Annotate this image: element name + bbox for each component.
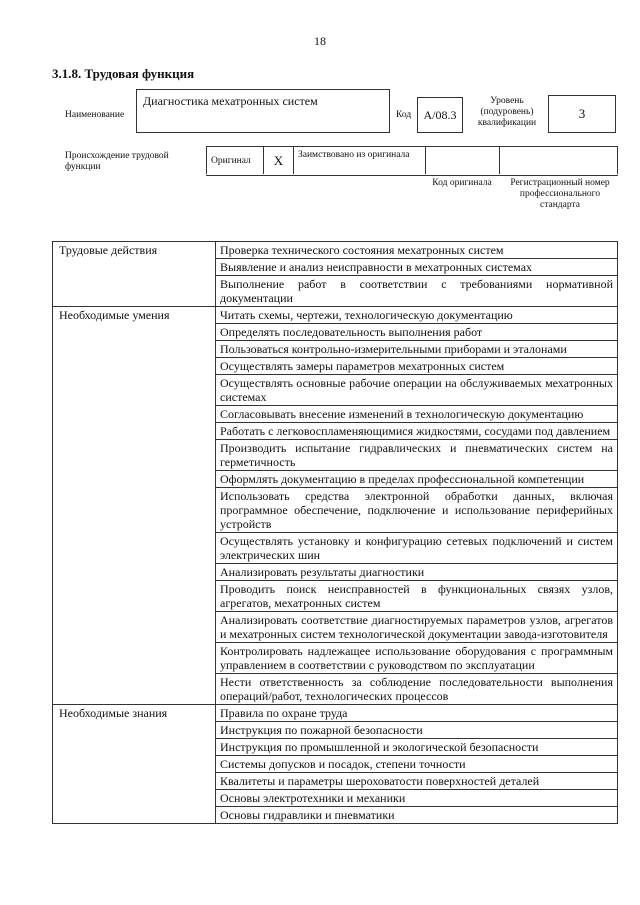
level-value: 3 xyxy=(548,95,616,133)
table-cell: Анализировать соответствие диагностируемых параметров узлов, агрегатов и мехатронных систем технологической документации завода-изготовителя xyxy=(216,612,618,643)
table-cell: Оформлять документацию в пределах профессиональной компетенции xyxy=(216,471,618,488)
table-row xyxy=(53,705,618,722)
table-cell: Производить испытание гидравлических и пневматических систем на герметичность xyxy=(216,440,618,471)
table-cell: Основы электротехники и механики xyxy=(216,790,618,807)
code-label: Код xyxy=(396,110,412,120)
table-cell: Проверка технического состояния мехатронных систем xyxy=(216,242,618,259)
borrowed-label: Заимствовано из оригинала xyxy=(294,147,426,174)
table-cell: Квалитеты и параметры шероховатости поверхностей деталей xyxy=(216,773,618,790)
reg-number-cell xyxy=(500,147,618,174)
table-cell: Работать с легковоспламеняющимися жидкостями, сосудами под давлением xyxy=(216,423,618,440)
table-cell: Инструкция по промышленной и экологической безопасности xyxy=(216,739,618,756)
table-cell: Проводить поиск неисправностей в функциональных связях узлов, агрегатов, мехатронных систем xyxy=(216,581,618,612)
origin-table xyxy=(206,146,618,176)
section-title: 3.1.8. Трудовая функция xyxy=(52,66,195,81)
table-cell: Согласовывать внесение изменений в технологическую документацию xyxy=(216,406,618,423)
section-header: Необходимые умения xyxy=(53,307,216,705)
code-value: A/08.3 xyxy=(417,97,463,133)
original-mark: X xyxy=(264,147,294,174)
original-code-cell xyxy=(426,147,500,174)
table-cell: Анализировать результаты диагностики xyxy=(216,564,618,581)
table-cell: Определять последовательность выполнения работ xyxy=(216,324,618,341)
section-header: Трудовые действия xyxy=(53,242,216,307)
name-label: Наименование xyxy=(65,110,125,120)
table-cell: Пользоваться контрольно-измерительными приборами и эталонами xyxy=(216,341,618,358)
reg-caption: Регистрационный номер профессионального стандарта xyxy=(510,178,610,210)
table-cell: Осуществлять замеры параметров мехатронных систем xyxy=(216,358,618,375)
page-number: 18 xyxy=(314,34,326,48)
table-cell: Контролировать надлежащее использование оборудования с программным управлением в соответствии с руководством по эксплуатации xyxy=(216,643,618,674)
table-cell: Нести ответственность за соблюдение последовательности выполнения операций/работ, технологических процессов xyxy=(216,674,618,705)
table-row xyxy=(53,242,618,259)
table-cell: Выявление и анализ неисправности в мехатронных системах xyxy=(216,259,618,276)
origin-label: Происхождение трудовой функции xyxy=(65,151,169,172)
table-cell: Осуществлять основные рабочие операции на обслуживаемых мехатронных системах xyxy=(216,375,618,406)
original-label: Оригинал xyxy=(206,147,264,174)
function-table xyxy=(52,241,618,824)
table-cell: Использовать средства электронной обработки данных, включая программное обеспечение, подключение и использование периферийных устройств xyxy=(216,488,618,533)
table-cell: Правила по охране труда xyxy=(216,705,618,722)
name-value: Диагностика мехатронных систем xyxy=(136,89,390,133)
code-caption: Код оригинала xyxy=(432,178,492,188)
table-row xyxy=(53,307,618,324)
table-cell: Инструкция по пожарной безопасности xyxy=(216,722,618,739)
table-cell: Выполнение работ в соответствии с требованиями нормативной документации xyxy=(216,276,618,307)
level-label: Уровень (подуровень) квалификации xyxy=(477,96,537,128)
table-cell: Системы допусков и посадок, степени точности xyxy=(216,756,618,773)
table-cell: Осуществлять установку и конфигурацию сетевых подключений и систем электрических шин xyxy=(216,533,618,564)
table-cell: Основы гидравлики и пневматики xyxy=(216,807,618,824)
table-cell: Читать схемы, чертежи, технологическую документацию xyxy=(216,307,618,324)
section-header: Необходимые знания xyxy=(53,705,216,824)
